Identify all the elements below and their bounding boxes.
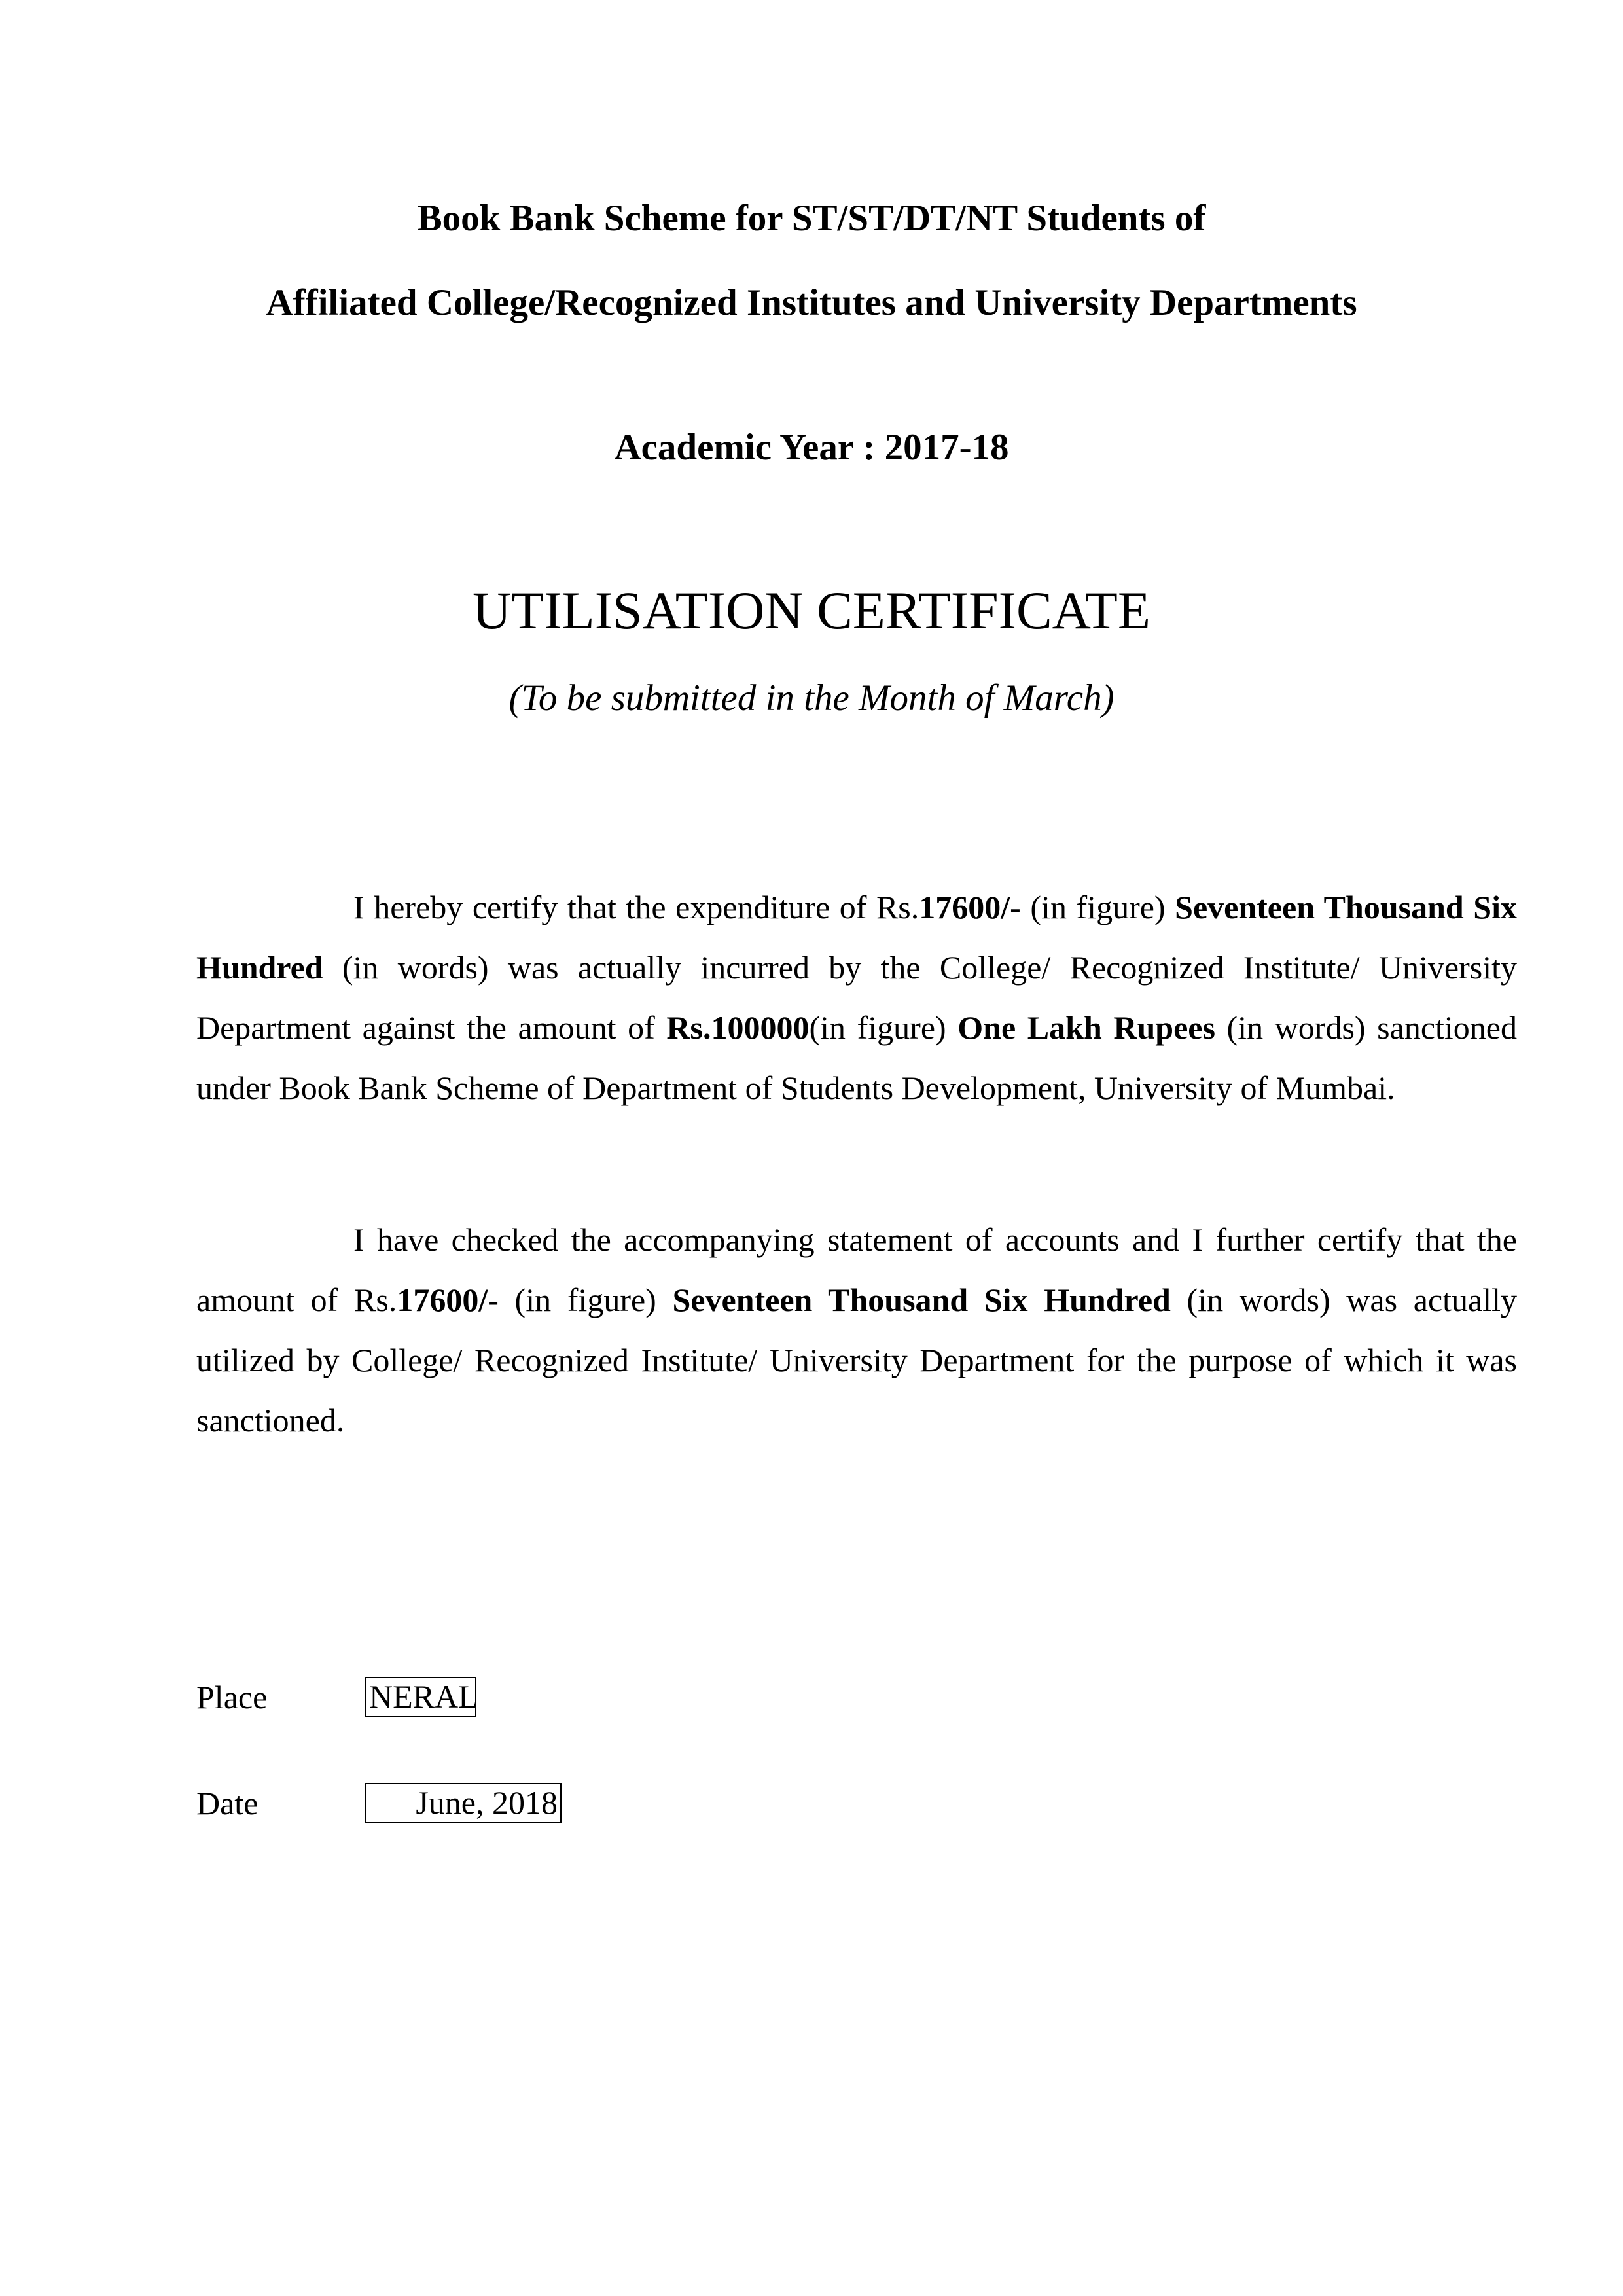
- para1-text-4: (in figure): [809, 1009, 958, 1046]
- utilization-paragraph: [196, 1210, 1517, 1450]
- place-label: Place: [196, 1679, 268, 1715]
- para1-text-5: (in words) sanctioned under Book Bank Scheme of Department of Students Development, University of Mumbai.: [196, 1009, 1517, 1106]
- certificate-subtitle: (To be submitted in the Month of March): [508, 677, 1115, 719]
- expenditure-amount-words: Seventeen Thousand Six Hundred: [196, 889, 1517, 986]
- utilized-amount-figure: 17600/-: [397, 1282, 499, 1318]
- academic-year: Academic Year : 2017-18: [614, 427, 1009, 468]
- date-field[interactable]: June, 2018: [365, 1783, 562, 1823]
- para2-text-3: (in words) was actually utilized by College/ Recognized Institute/ University Department for the purpose of which it was sanctioned.: [196, 1282, 1518, 1439]
- certificate-title: UTILISATION CERTIFICATE: [473, 581, 1150, 640]
- para2-text-1: I have checked the accompanying statement of accounts and I further certify that the amount of Rs.: [196, 1221, 1517, 1318]
- sanctioned-amount-words: One Lakh Rupees: [957, 1009, 1215, 1046]
- expenditure-paragraph: [196, 877, 1517, 1118]
- expenditure-amount-figure: 17600/-: [919, 889, 1021, 925]
- place-field[interactable]: NERAL: [365, 1677, 476, 1717]
- utilized-amount-words: Seventeen Thousand Six Hundred: [672, 1282, 1171, 1318]
- institutions-heading: Affiliated College/Recognized Institutes and University Departments: [266, 282, 1357, 323]
- para1-text-2: (in figure): [1020, 889, 1175, 925]
- para1-text-1: I hereby certify that the expenditure of Rs.: [353, 889, 919, 925]
- scheme-heading: Book Bank Scheme for ST/ST/DT/NT Students of: [417, 198, 1206, 239]
- para2-text-2: (in figure): [498, 1282, 673, 1318]
- sanctioned-amount-figure: Rs.100000: [666, 1009, 810, 1046]
- para1-text-3: (in words) was actually incurred by the College/ Recognized Institute/ University Department against the amount of: [196, 949, 1517, 1046]
- date-label: Date: [196, 1785, 259, 1821]
